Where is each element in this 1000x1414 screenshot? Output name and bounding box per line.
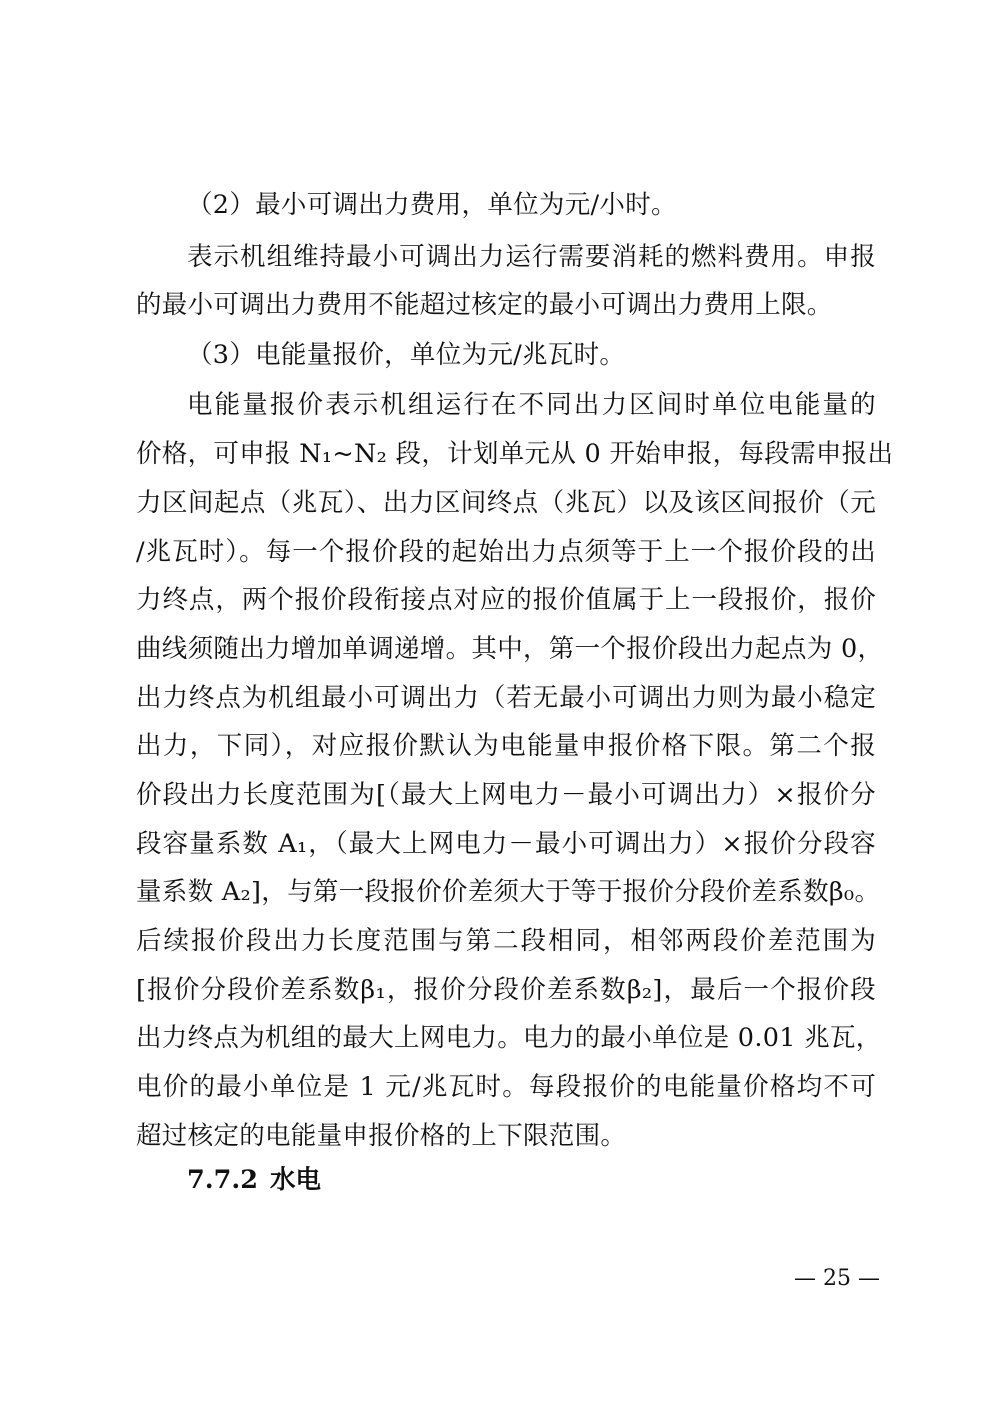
paragraph-line: 出力，下同），对应报价默认为电能量申报价格下限。第二个报 xyxy=(136,731,876,761)
paragraph-line: /兆瓦时）。每一个报价段的起始出力点须等于上一个报价段的出 xyxy=(136,537,876,567)
section-title: 水电 xyxy=(269,1165,321,1195)
paragraph-line: 价段出力长度范围为[（最大上网电力－最小可调出力）×报价分 xyxy=(136,780,876,810)
section-heading xyxy=(187,1162,321,1198)
paragraph-line: 力终点，两个报价段衔接点对应的报价值属于上一段报价，报价 xyxy=(136,585,876,615)
paragraph-line: 出力终点为机组的最大上网电力。电力的最小单位是 0.01 兆瓦， xyxy=(136,1023,882,1053)
paragraph-line: 电能量报价表示机组运行在不同出力区间时单位电能量的 xyxy=(187,390,876,420)
paragraph-line: 超过核定的电能量申报价格的上下限范围。 xyxy=(136,1121,627,1151)
paragraph-line: 段容量系数 A₁，（最大上网电力－最小可调出力）×报价分段容 xyxy=(136,829,876,859)
paragraph-line: 出力终点为机组最小可调出力（若无最小可调出力则为最小稳定 xyxy=(136,683,876,713)
paragraph-line: 表示机组维持最小可调出力运行需要消耗的燃料费用。申报 xyxy=(187,242,876,272)
paragraph-line: 力区间起点（兆瓦）、出力区间终点（兆瓦）以及该区间报价（元 xyxy=(136,488,876,518)
paragraph-line: 价格，可申报 N₁~N₂ 段，计划单元从 0 开始申报，每段需申报出 xyxy=(136,439,894,469)
item-2-heading: （2）最小可调出力费用，单位为元/小时。 xyxy=(187,190,677,220)
paragraph-line: 电价的最小单位是 1 元/兆瓦时。每段报价的电能量价格均不可 xyxy=(136,1072,876,1102)
paragraph-line: [报价分段价差系数β₁，报价分段价差系数β₂]，最后一个报价段 xyxy=(136,975,876,1005)
section-number: 7.7.2 xyxy=(187,1165,258,1195)
paragraph-line: 量系数 A₂]，与第一段报价价差须大于等于报价分段价差系数β₀。 xyxy=(136,877,881,907)
paragraph-line: 曲线须随出力增加单调递增。其中，第一个报价段出力起点为 0， xyxy=(136,634,884,664)
paragraph-line: 的最小可调出力费用不能超过核定的最小可调出力费用上限。 xyxy=(136,290,833,320)
paragraph-line: 后续报价段出力长度范围与第二段相同，相邻两段价差范围为 xyxy=(136,926,876,956)
item-3-heading: （3）电能量报价，单位为元/兆瓦时。 xyxy=(187,340,626,370)
page-number: — 25 — xyxy=(794,1266,880,1291)
